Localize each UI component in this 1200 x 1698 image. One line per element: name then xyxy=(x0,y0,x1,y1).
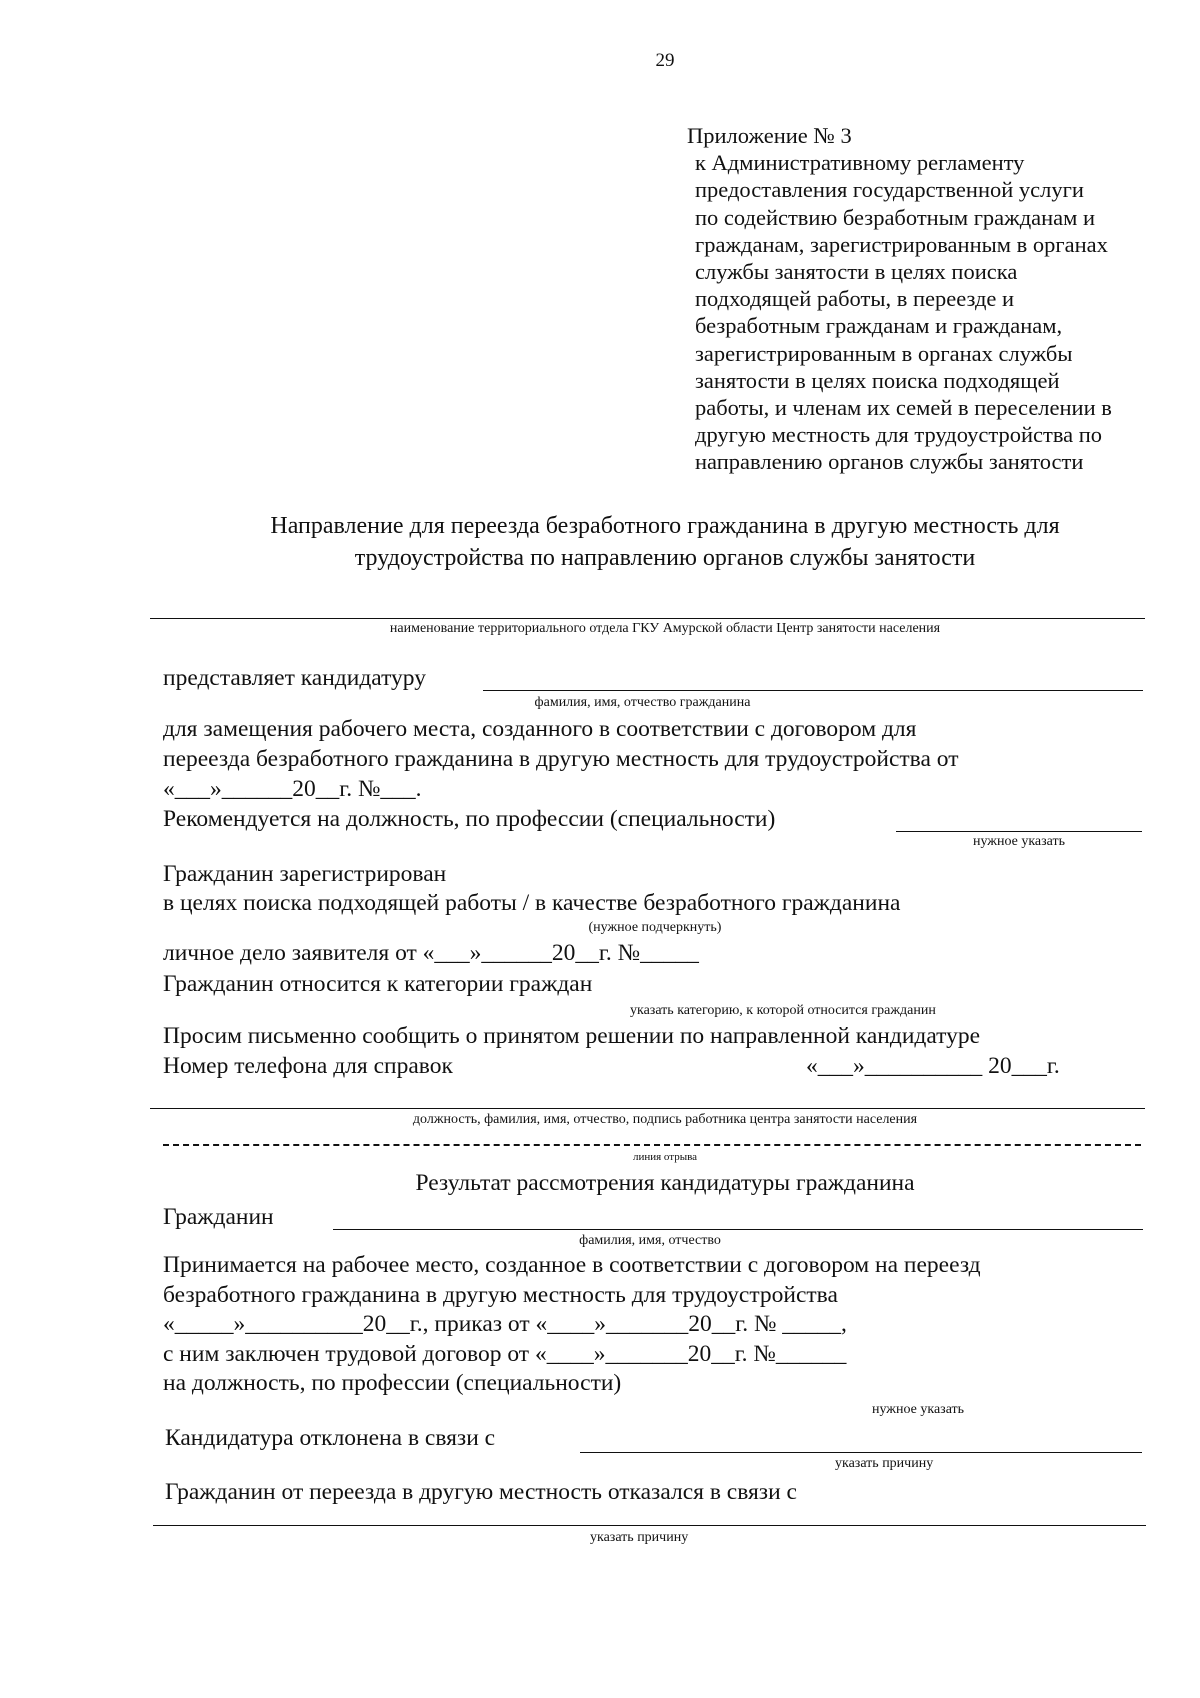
appendix-line: службы занятости в целях поиска xyxy=(695,259,1018,285)
presents-candidate-text: представляет кандидатуру xyxy=(163,665,426,691)
contract-line: с ним заключен трудовой договор от «____»_______20__г. №______ xyxy=(163,1341,847,1367)
refused-reason-line[interactable] xyxy=(153,1525,1146,1526)
appendix-line: подходящей работы, в переезде и xyxy=(695,286,1015,312)
registered-line-1: Гражданин зарегистрирован xyxy=(163,861,447,887)
accepted-line-1: Принимается на рабочее место, созданное в соответствии с договором на переезд xyxy=(163,1252,981,1278)
appendix-line: зарегистрированным в органах службы xyxy=(695,340,1073,366)
agreement-date-line: «___»______20__г. №___. xyxy=(163,776,422,802)
phone-date-line: «___»__________ 20___г. xyxy=(806,1053,1060,1079)
document-title xyxy=(0,510,1200,574)
signature-line xyxy=(150,1108,1145,1109)
appendix-block xyxy=(687,122,1112,476)
position-line[interactable] xyxy=(896,831,1142,832)
title-line: трудоустройства по направлению органов службы занятости xyxy=(354,545,976,571)
caption-tear-line: линия отрыва xyxy=(632,1151,698,1163)
appendix-line: гражданам, зарегистрированным в органах xyxy=(695,231,1108,257)
caption-citizen-fio: фамилия, имя, отчество гражданина xyxy=(534,695,751,710)
category-text: Гражданин относится к категории граждан xyxy=(163,971,593,997)
caption-specify: нужное указать xyxy=(972,834,1066,849)
personal-file-line: личное дело заявителя от «___»______20__г. №_____ xyxy=(163,940,699,966)
caption-reason-1: указать причину xyxy=(835,1456,934,1471)
registered-line-2: в целях поиска подходящей работы / в качестве безработного гражданина xyxy=(163,890,901,916)
appendix-heading: Приложение № 3 xyxy=(687,123,852,148)
title-line: Направление для переезда безработного гражданина в другую местность для xyxy=(270,513,1060,539)
recommended-position-text: Рекомендуется на должность, по профессии (специальности) xyxy=(163,806,776,832)
appendix-line: направлению органов службы занятости xyxy=(695,449,1084,475)
page-number: 29 xyxy=(655,50,675,71)
appendix-line: безработным гражданам и гражданам, xyxy=(695,313,1063,339)
rejected-reason-line[interactable] xyxy=(580,1452,1142,1453)
appendix-line: работы, и членам их семей в переселении в xyxy=(695,395,1112,421)
caption-signature: должность, фамилия, имя, отчество, подпись работника центра занятости населения xyxy=(412,1112,918,1127)
workplace-line-2: переезда безработного гражданина в другую местность для трудоустройства от xyxy=(163,746,959,772)
tear-off-line xyxy=(163,1144,1141,1146)
caption-fio: фамилия, имя, отчество xyxy=(579,1233,721,1248)
appendix-line: занятости в целях поиска подходящей xyxy=(695,367,1060,393)
position-text: на должность, по профессии (специальности) xyxy=(163,1370,622,1396)
appendix-line: предоставления государственной услуги xyxy=(695,177,1084,203)
workplace-line-1: для замещения рабочего места, созданного в соответствии с договором для xyxy=(163,716,917,742)
citizen-label: Гражданин xyxy=(163,1204,274,1230)
citizen-name-line[interactable] xyxy=(483,690,1143,691)
appendix-line: к Административному регламенту xyxy=(695,150,1025,176)
request-text: Просим письменно сообщить о принятом решении по направленной кандидатуре xyxy=(163,1023,981,1049)
refused-text: Гражданин от переезда в другую местность отказался в связи с xyxy=(165,1479,797,1505)
appendix-line: по содействию безработным гражданам и xyxy=(695,204,1096,230)
order-line: «_____»__________20__г., приказ от «____»_______20__г. № _____, xyxy=(163,1311,847,1337)
caption-office: наименование территориального отдела ГКУ Амурской области Центр занятости населения xyxy=(389,621,941,636)
caption-reason-2: указать причину xyxy=(590,1530,689,1545)
caption-underline: (нужное подчеркнуть) xyxy=(588,920,722,935)
caption-specify-2: нужное указать xyxy=(872,1402,965,1417)
appendix-line: другую местность для трудоустройства по xyxy=(695,422,1103,448)
caption-category: указать категорию, к которой относится гражданин xyxy=(630,1003,936,1018)
result-heading: Результат рассмотрения кандидатуры гражданина xyxy=(415,1170,915,1196)
result-citizen-name-line[interactable] xyxy=(333,1229,1143,1230)
rejected-text: Кандидатура отклонена в связи с xyxy=(165,1425,496,1451)
phone-text: Номер телефона для справок xyxy=(163,1053,453,1079)
office-name-line xyxy=(150,618,1145,619)
accepted-line-2: безработного гражданина в другую местность для трудоустройства xyxy=(163,1282,838,1308)
